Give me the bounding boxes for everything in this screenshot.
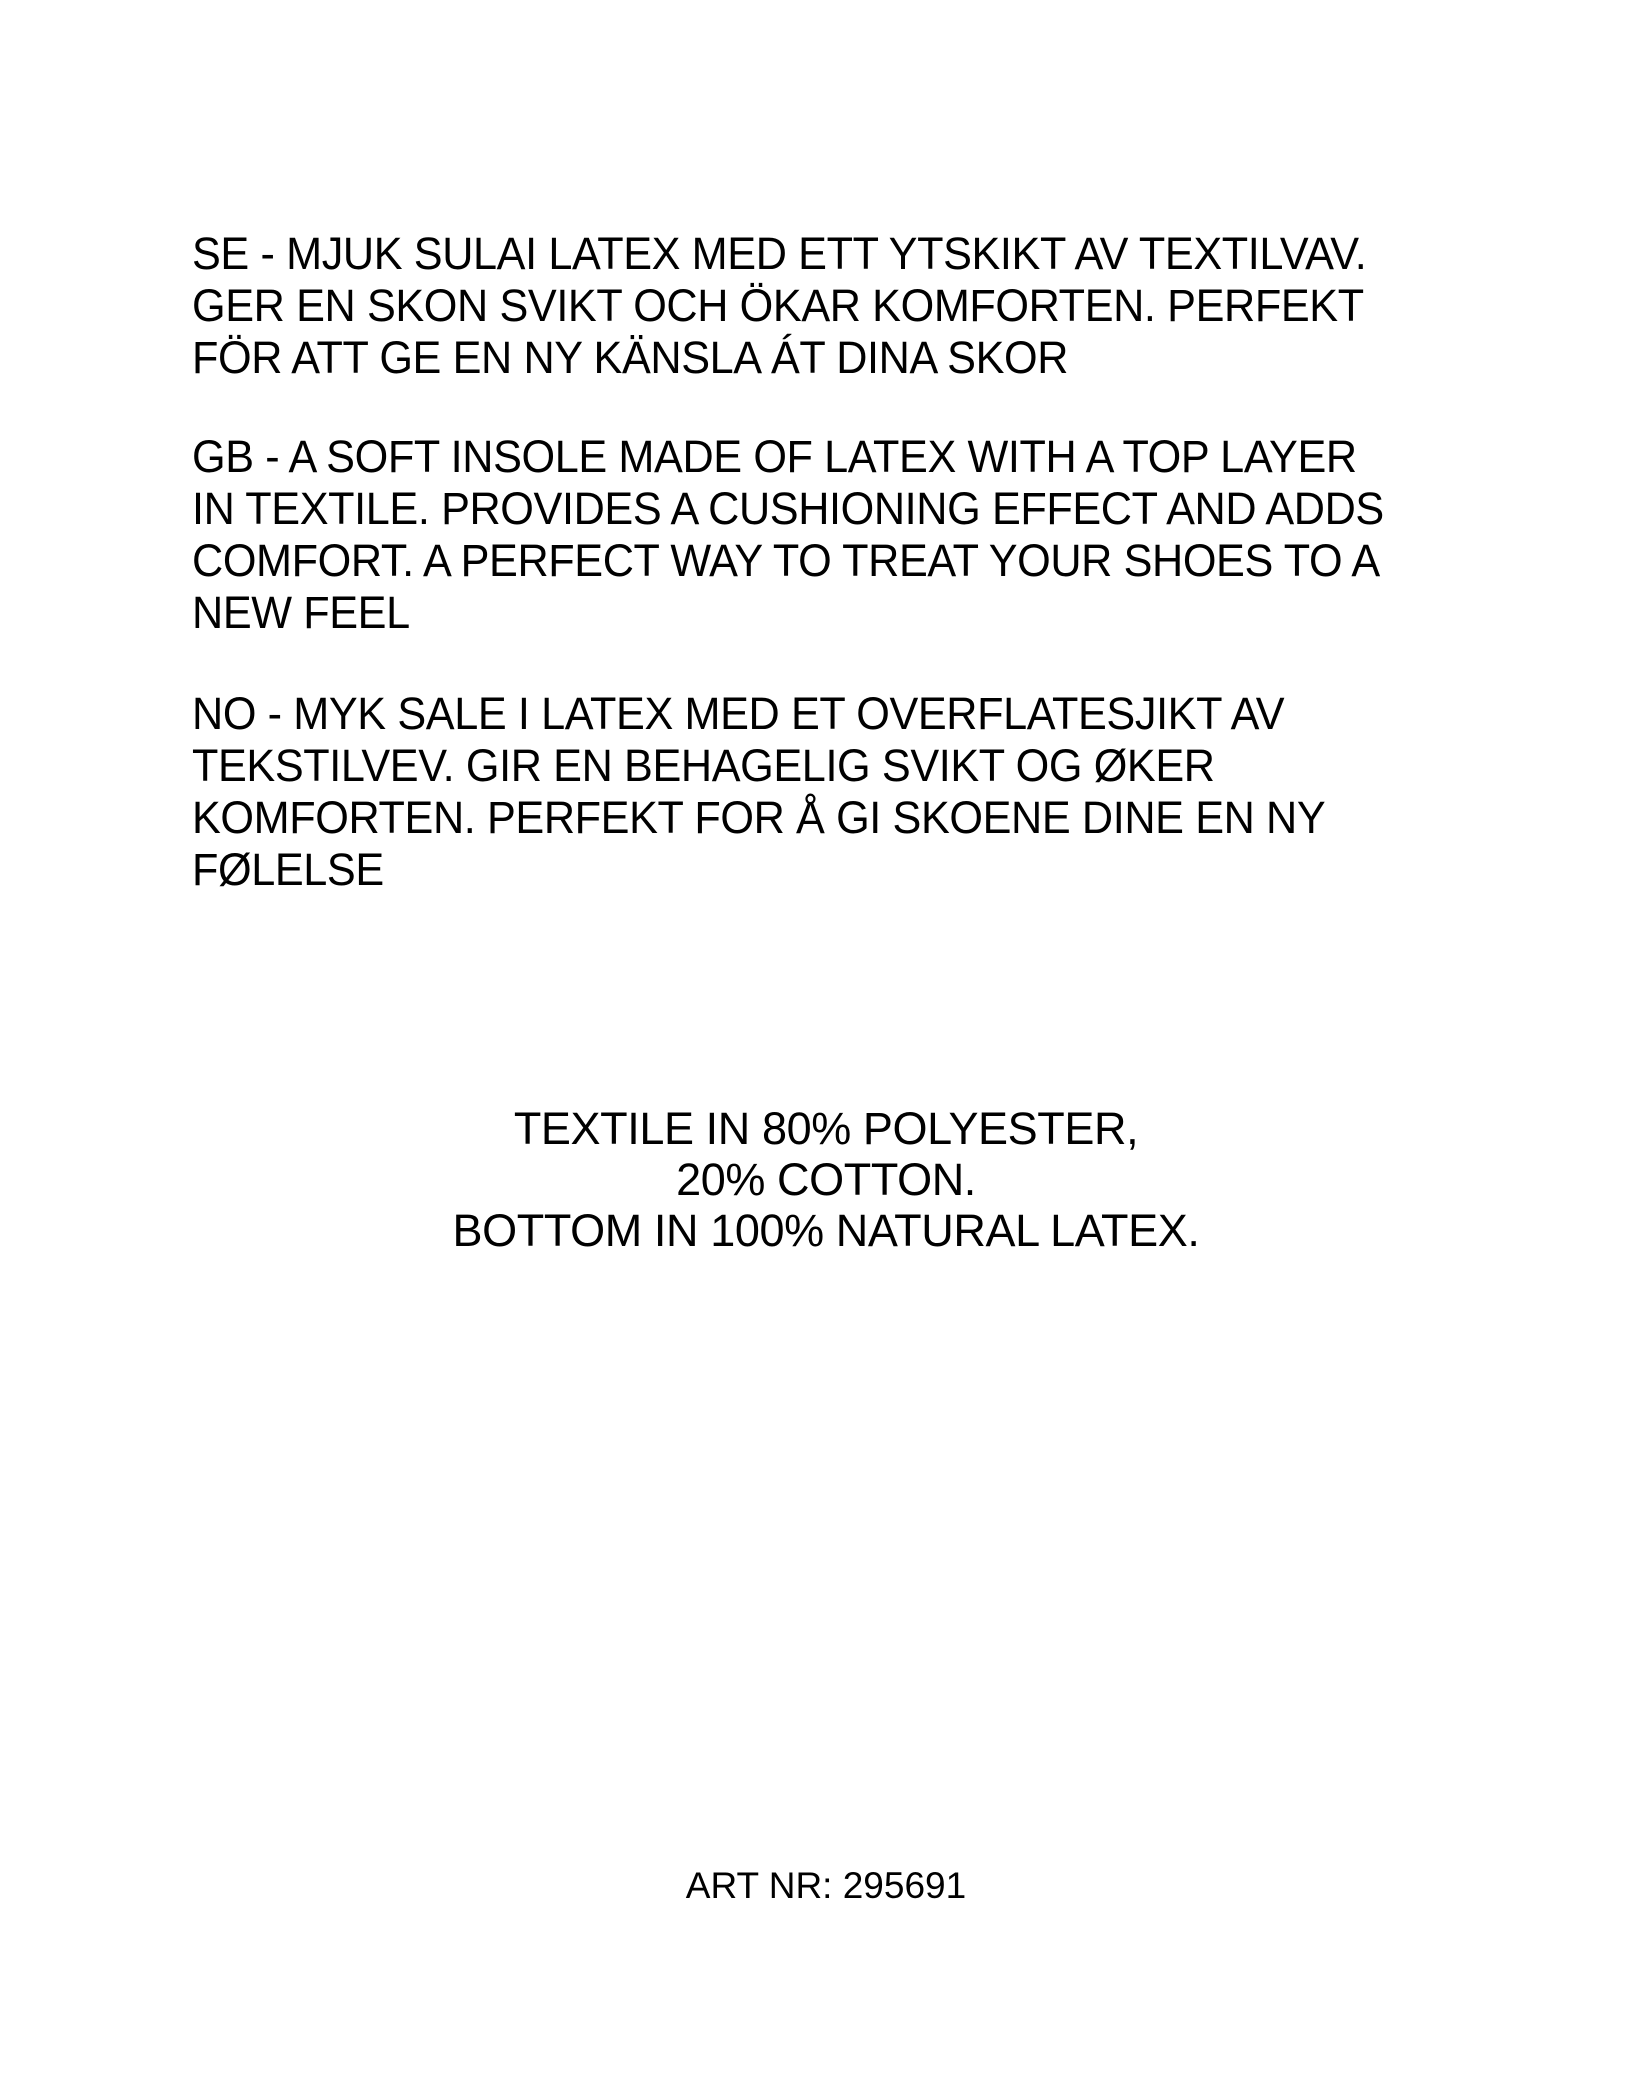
composition-line: BOTTOM IN 100% NATURAL LATEX. [452,1205,1200,1256]
description-line: NEW FEEL [192,587,410,638]
composition-line: 20% COTTON. [676,1154,976,1205]
description-line: GER EN SKON SVIKT OCH ÖKAR KOMFORTEN. PERFEKT [192,280,1364,331]
material-composition [0,1103,1652,1256]
description-gb [192,431,1459,639]
article-number: ART NR: 295691 [685,1865,967,1906]
description-line: GB - A SOFT INSOLE MADE OF LATEX WITH A TOP LAYER [192,431,1357,482]
description-line: FÖR ATT GE EN NY KÄNSLA ÁT DINA SKOR [192,332,1069,383]
description-line: SE - MJUK SULAI LATEX MED ETT YTSKIKT AV TEXTILVAV. [192,228,1367,279]
description-line: NO - MYK SALE I LATEX MED ET OVERFLATESJIKT AV [192,688,1285,739]
composition-line: TEXTILE IN 80% POLYESTER, [513,1103,1139,1154]
description-se [192,228,1459,384]
description-line: KOMFORTEN. PERFEKT FOR Å GI SKOENE DINE EN NY [192,792,1326,843]
description-line: COMFORT. A PERFECT WAY TO TREAT YOUR SHOES TO A [192,535,1380,586]
description-no [192,688,1459,896]
description-line: FØLELSE [192,844,384,895]
description-line: TEKSTILVEV. GIR EN BEHAGELIG SVIKT OG ØKER [192,740,1215,791]
description-line: IN TEXTILE. PROVIDES A CUSHIONING EFFECT AND ADDS [192,483,1384,534]
